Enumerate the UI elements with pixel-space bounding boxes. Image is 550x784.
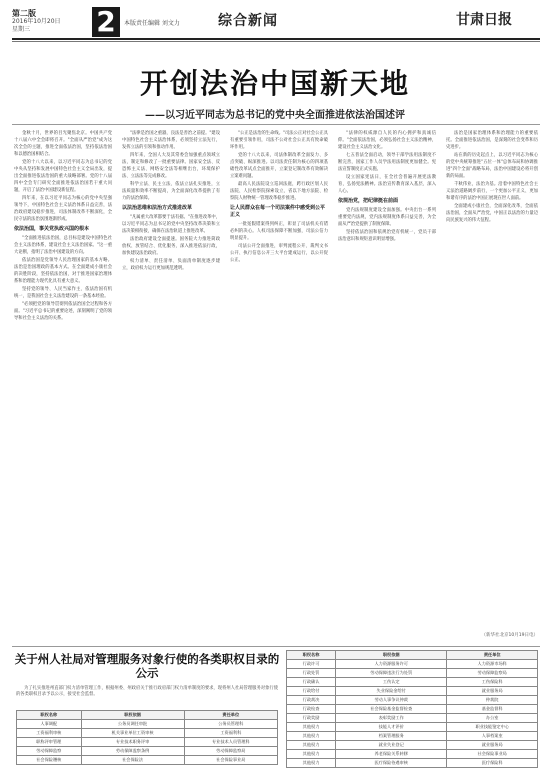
table-header-cell: 职权名称	[17, 711, 82, 720]
table-cell: 办公室	[447, 714, 538, 723]
table-cell: 专业技术人员管理科	[184, 738, 277, 747]
table-cell: 社会保险事业局	[447, 750, 538, 759]
masthead-rule	[12, 38, 540, 40]
edition-page: 第二版	[12, 9, 36, 18]
article-paragraph: 千秋伟业，法治为基。沿着中国特色社会主义法治道路阔步前行，一个更加公平正义、更加和谐有序的法治中国正展现在世人面前。	[446, 182, 538, 201]
article-paragraph: 权力清单、责任清单、负面清单制度逐步建立，政府权力运行更加规范透明。	[122, 259, 220, 271]
subheadline: ——以习近平同志为总书记的党中央全面推进依法治国述评	[145, 110, 405, 121]
section-subheading: 依法治国，事关党执政兴国的根本	[14, 226, 90, 232]
section-title: 综合新闻	[218, 13, 278, 29]
headline-rule	[12, 124, 540, 125]
table-row	[287, 759, 538, 768]
article-paragraph: 四年来，在以习近平同志为核心的党中央坚强领导下，中国特色社会主义法治体系日益完善，法治政府建设稳步推进，司法体制改革不断深化，全民守法的法治氛围逐渐形成。	[14, 196, 112, 222]
table-row	[287, 705, 538, 714]
article-paragraph: 金秋十月，世界的目光聚焦北京。中国共产党十八届六中全会即将召开。"全面从严治党"成为这次全会的主题，推进全面依法治国，坚持依法治国和以德治国相结合。	[14, 131, 112, 157]
main-headline: 开创法治中国新天地	[139, 67, 410, 100]
table-row	[287, 732, 538, 741]
table-cell: 社会保险事业局	[184, 756, 277, 765]
article-paragraph: 依法治国是党领导人民治理国家的基本方略。法治是治国理政的基本方式。在全面建成小康社会的决胜阶段，坚持依法治国，对于推进国家治理体系和治理能力现代化具有重大意义。	[14, 258, 112, 284]
table-cell: 工伤认定	[336, 678, 447, 687]
table-cell: 社会保险稽核	[17, 756, 82, 765]
table-cell: 档案管理服务	[336, 732, 447, 741]
table-cell: 行政裁决	[287, 696, 336, 705]
table-header-cell: 责任单位	[184, 711, 277, 720]
table-cell: 劳动保障违法行为处罚	[336, 669, 447, 678]
table-cell: 基金监督科	[447, 705, 538, 714]
article-paragraph: 坚持党的领导、人民当家作主、依法治国有机统一，是我国社会主义法治建设的一条基本经验。	[14, 287, 112, 299]
article-paragraph: 科学立法、民主立法、依法立法扎实推进，立法质量和效率不断提高，为全面深化改革提供了有力的法治保障。	[122, 182, 220, 201]
table-cell: 职称评审管理	[17, 738, 82, 747]
table-row	[287, 696, 538, 705]
section-subheading: 让人民群众在每一个司法案件中感受到公平正义	[230, 205, 326, 218]
table-header-cell: 职权依据	[81, 711, 184, 720]
page-editors: 本版责任编辑 刘文力	[124, 20, 180, 27]
table-cell: 失业保险金给付	[336, 687, 447, 696]
article-paragraph: "法律是治国之重器，良法是善治之前提。"建设中国特色社会主义法治体系，必须坚持立法先行，发挥立法的引领和推动作用。	[122, 131, 220, 150]
article-paragraph: "法律的权威源自人民的内心拥护和真诚信仰。"全面依法治国，必须弘扬社会主义法治精神，建设社会主义法治文化。	[338, 131, 436, 150]
table-cell: 行政处罚	[287, 669, 336, 678]
table-cell: 职业技能鉴定中心	[447, 723, 538, 732]
notice-title: 关于州人社局对管理服务对象行使的各类职权目录的公示	[14, 652, 280, 680]
table-cell: 行政检查	[287, 705, 336, 714]
table-cell: 其他权力	[287, 723, 336, 732]
table-row	[17, 720, 278, 729]
article-paragraph: 站在新的历史起点上，以习近平同志为核心的党中央统筹推进"五位一体"总体布局和协调推进"四个全面"战略布局，法治中国建设必将开创新的局面。	[446, 153, 538, 179]
article-paragraph: 设立国家宪法日，在全社会普遍开展宪法教育，弘扬宪法精神。法治宣传教育深入基层、深入人心。	[338, 175, 436, 194]
table-row	[287, 678, 538, 687]
table-cell: 劳动保障监察	[17, 747, 82, 756]
newspaper-logo: 甘肃日报	[456, 12, 512, 28]
table-header-cell: 责任单位	[447, 651, 538, 660]
article-byline: （新华社北京10月19日电）	[481, 633, 538, 638]
table-cell: 就业服务局	[447, 741, 538, 750]
edition-weekday: 星期三	[12, 26, 31, 33]
table-row	[287, 660, 538, 669]
table-row	[287, 750, 538, 759]
table-cell: 劳动保障监察局	[447, 669, 538, 678]
edition-info	[12, 10, 82, 34]
article-paragraph: 一批冤假错案得到纠正，彰显了司法机关有错必纠的决心。人权司法保障不断加强，司法公信力明显提升。	[230, 222, 328, 241]
table-row	[287, 669, 538, 678]
table-row	[287, 741, 538, 750]
table-cell: 人力资源服务许可	[336, 660, 447, 669]
table-header-row	[287, 651, 538, 660]
table-cell: 公务员调任审批	[81, 720, 184, 729]
article-column-3	[230, 130, 328, 640]
article-column-1	[14, 130, 112, 640]
table-cell: 其他权力	[287, 759, 336, 768]
section-subheading: 以法治思维和法治方式推进改革	[122, 205, 193, 211]
table-row	[287, 714, 538, 723]
table-cell: 养老保险关系转移	[336, 750, 447, 759]
article-paragraph: 法治政府建设全面提速。国务院大力推进简政放权、放管结合、优化服务，深入推进依法行政，加快建设法治政府。	[122, 237, 220, 256]
article-paragraph: "公正是法治的生命线。"司法公正对社会公正具有重要引领作用，司法不公对社会公正具有致命破坏作用。	[230, 131, 328, 150]
notice-table-right	[286, 650, 538, 768]
table-cell: 表彰奖励工作	[336, 714, 447, 723]
article-column-5	[446, 130, 538, 640]
table-cell: 行政确认	[287, 678, 336, 687]
article-column-4	[338, 130, 436, 640]
table-cell: 公务员管理科	[184, 720, 277, 729]
table-header-row	[17, 711, 278, 720]
table-cell: 专业技术职务评审	[81, 738, 184, 747]
article-paragraph: 四年来，全国人大及其常委会加强重点领域立法，制定和修改了一批重要法律。国家安全法、反恐怖主义法、网络安全法等相继出台，环境保护法、立法法等完成修改。	[122, 153, 220, 179]
article-paragraph: 党的十八大以来，司法体制改革全面发力、多点突破、纵深推进。以司法责任制为核心的四项基础性改革试点全面推开，立案登记制改革有效解决立案难问题。	[230, 153, 328, 179]
table-cell: 劳动人事争议仲裁	[336, 696, 447, 705]
masthead	[0, 0, 550, 40]
table-row	[287, 723, 538, 732]
table-cell: 行政奖励	[287, 714, 336, 723]
table-cell: 行政给付	[287, 687, 336, 696]
table-cell: 就业服务局	[447, 687, 538, 696]
table-cell: 就业失业登记	[336, 741, 447, 750]
article-paragraph: 全面建成小康社会，全面深化改革，全面依法治国，全面从严治党，中国正以法治的力量迈向民族复兴的伟大征程。	[446, 204, 538, 223]
table-cell: 医疗保险科	[447, 759, 538, 768]
table-cell: 社会保险法	[81, 756, 184, 765]
article-paragraph: 司法公开全面推进，审判流程公开、裁判文书公开、执行信息公开三大平台建成运行，以公开促公正。	[230, 244, 328, 263]
table-cell: 仲裁院	[447, 696, 538, 705]
table-cell: 技能人才评价	[336, 723, 447, 732]
table-header-cell: 职权依据	[336, 651, 447, 660]
table-cell: 劳动保障监察局	[184, 747, 277, 756]
article-column-2	[122, 130, 220, 640]
table-header-cell: 职权名称	[287, 651, 336, 660]
table-row	[17, 747, 278, 756]
table-cell: 人事调配	[17, 720, 82, 729]
table-cell: 机关事业单位工资审核	[81, 729, 184, 738]
table-cell: 劳动保障监察条例	[81, 747, 184, 756]
table-cell: 其他权力	[287, 741, 336, 750]
article-paragraph: 坚持依法治国和依规治党有机统一，党员干部法治意识和规矩意识明显增强。	[338, 230, 436, 242]
edition-date: 2016年10月20日	[12, 18, 61, 25]
notice-rule	[12, 646, 540, 647]
table-cell: 行政许可	[287, 660, 336, 669]
table-cell: 工资福利审核	[17, 729, 82, 738]
article-paragraph: 党的十八大以来，以习近平同志为总书记的党中央从坚持和发展中国特色社会主义全局出发，提出全面推进依法治国的重大战略部署。党的十八届四中全会专门研究全面推进依法治国若干重大问题，开启了法治中国建设新征程。	[14, 160, 112, 193]
section-subheading: 依规治党，把纪律挺在前面	[338, 198, 399, 204]
table-row	[17, 729, 278, 738]
article-paragraph: "必须把党的领导贯彻到依法治国全过程和各方面。"习近平总书记的重要论述，深刻阐明了党的领导和社会主义法治的关系。	[14, 302, 112, 321]
article-paragraph: 最高人民法院设立巡回法庭，跨行政区划人民法院、人民检察院探索设立，省以下地方法院、检察院人财物统一管理改革稳步推进。	[230, 182, 328, 201]
table-cell: 工伤保险科	[447, 678, 538, 687]
table-cell: 社会保险基金监督检查	[336, 705, 447, 714]
article-paragraph: 七五普法全面启动，领导干部学法用法制度不断完善，国家工作人员学法用法制度更加健全。宪法宣誓制度正式实施。	[338, 153, 436, 172]
table-cell: 人事档案室	[447, 732, 538, 741]
article-paragraph: 法治是国家治理体系和治理能力的重要依托。全面推进依法治国，是深刻的社会变革和历史进步。	[446, 131, 538, 150]
table-cell: 工资福利科	[184, 729, 277, 738]
article-paragraph: "凡属重大改革都要于法有据。"在推进改革中，以习近平同志为总书记的党中央坚持改革决策和立法决策相衔接，确保在法治轨道上推进改革。	[122, 215, 220, 234]
notice-intro: 为了扎实推进州直部门权力清单管理工作，根据州委、州政府关于推行政府部门权力清单制度的要求，现将州人社局管理服务对象行使的各类职权目录予以公示，接受社会监督。	[16, 686, 278, 697]
table-cell: 其他权力	[287, 750, 336, 759]
table-cell: 其他权力	[287, 732, 336, 741]
page-number: 2	[92, 7, 120, 37]
table-cell: 医疗保险待遇审核	[336, 759, 447, 768]
table-row	[287, 687, 538, 696]
masthead-rule-thin	[12, 41, 540, 42]
notice-table-left	[16, 710, 278, 765]
table-row	[17, 738, 278, 747]
table-cell: 人力资源市场科	[447, 660, 538, 669]
table-row	[17, 756, 278, 765]
article-paragraph: 党内法规制度建设全面加强。中央出台一系列重要党内法规，党内法规制度体系日益完善，为全面从严治党提供了制度保障。	[338, 208, 436, 227]
article-paragraph: "全面推进依法治国，总目标是建设中国特色社会主义法治体系，建设社会主义法治国家。"这一重大论断，指明了法治中国建设的方向。	[14, 236, 112, 255]
